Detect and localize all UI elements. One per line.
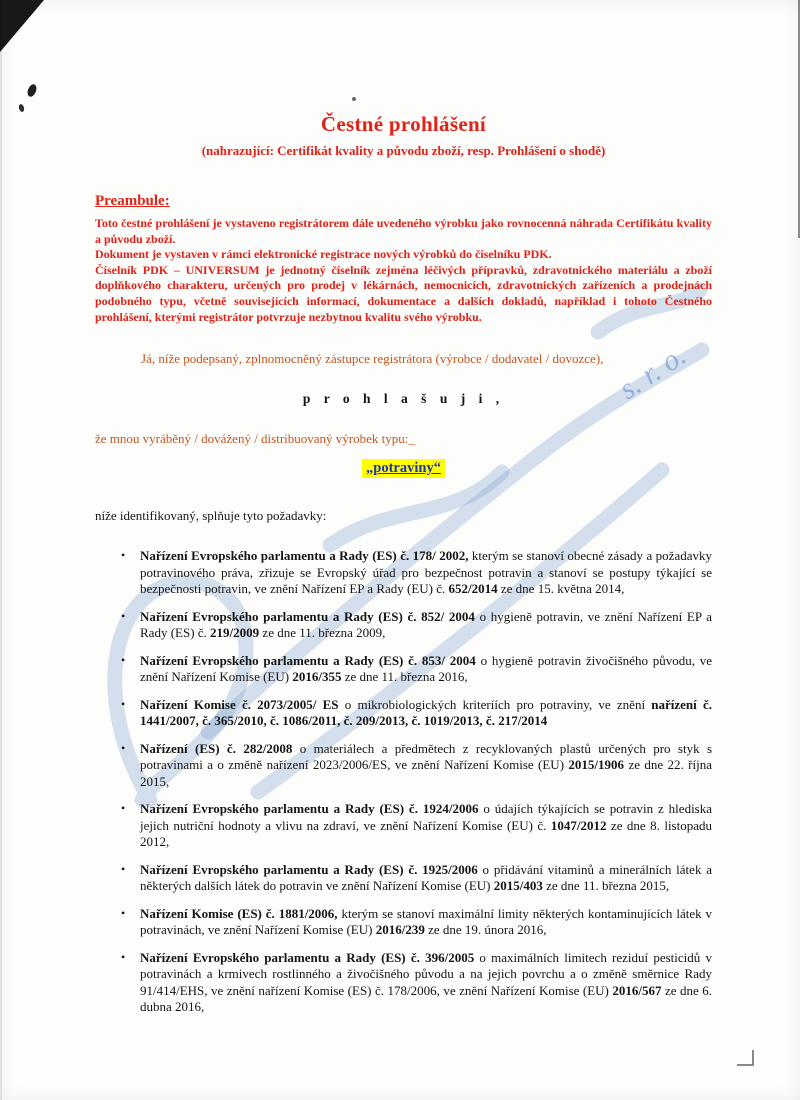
bullet-item: • Nařízení (ES) č. 282/2008 o materiálech a předmětech z recyklovaných plastů určených pro styk s potravinami a o změně nařízení 2023/2006/ES, ve znění Nařízení Komise (EU) 2015/1906 ze dne 22. října 2015, [140, 741, 712, 791]
bullet-item: • Nařízení Komise č. 2073/2005/ ES o mikrobiologických kriteríích pro potraviny, ve znění nařízení č. 1441/2007, č. 365/2010, č. 1086/2011, č. 209/2013, č. 1019/2013, č. 217/2014 [140, 697, 712, 730]
requirements-intro: níže identifikovaný, splňuje tyto požadavky: [95, 508, 327, 524]
bullet-item: • Nařízení Komise (ES) č. 1881/2006, kterým se stanoví maximální limity některých kontaminujících látek v potravinách, ve znění Nařízení Komise (EU) 2016/239 ze dne 19. února 2016, [140, 906, 712, 939]
bullet-item: • Nařízení Evropského parlamentu a Rady (ES) č. 396/2005 o maximálních limitech reziduí pesticidů v potravinách a krmivech rostlinného a živočišného původu a na jejich povrchu a o změně směrnice Rady 91/414/EHS, ve znění nařízení Komise (ES) č. 178/2006, ve znění Nařízení Komise (EU) 2016/567 ze dne 6. dubna 2016, [140, 950, 712, 1016]
watermark-text: s. r. o. [613, 338, 693, 406]
bullet-item: • Nařízení Evropského parlamentu a Rady (ES) č. 852/ 2004 o hygieně potravin, ve znění Nařízení EP a Rady (ES) č. 219/2009 ze dne 11. března 2009, [140, 609, 712, 642]
document-subtitle: (nahrazující: Certifikát kvality a původu zboží, resp. Prohlášení o shodě) [201, 143, 606, 158]
preambule-paragraph: Toto čestné prohlášení je vystaveno registrátorem dále uvedeného výrobku jako rovnocenná náhrada Certifikátu kvality a původu zboží. [95, 216, 712, 246]
bullet-list [95, 548, 712, 1016]
product-value-wrap [95, 459, 712, 478]
ink-speck [18, 104, 25, 113]
ink-speck [26, 83, 38, 98]
scan-artifact-corner-top-left [0, 0, 44, 52]
document-title: Čestné prohlášení [320, 112, 487, 136]
preambule-heading: Preambule: [95, 193, 170, 209]
product-type-line: že mnou vyráběný / dovážený / distribuovaný výrobek typu:_ [95, 431, 415, 447]
bullet-item: • Nařízení Evropského parlamentu a Rady (ES) č. 1925/2006 o přidávání vitaminů a minerálních látek a některých dalších látek do potravin ve znění Nařízení Komise (EU) 2015/403 ze dne 11. března 2015, [140, 862, 712, 895]
bullet-item: • Nařízení Evropského parlamentu a Rady (ES) č. 1924/2006 o údajích týkajících se potravin z hlediska jejich nutriční hodnoty a vlivu na zdraví, ve znění Nařízení Komise (EU) č. 1047/2012 ze dne 8. listopadu 2012, [140, 801, 712, 851]
bullet-item: • Nařízení Evropského parlamentu a Rady (ES) č. 178/ 2002, kterým se stanoví obecné zásady a požadavky potravinového práva, zřizuje se Evropský úřad pro bezpečnost potravin a stanoví se postupy týkající se bezpečnosti potravin, ve znění Nařízení EP a Rady (EU) č. 652/2014 ze dne 15. května 2014, [140, 548, 712, 598]
scan-artifact-corner-bottom-right [737, 1050, 754, 1066]
scan-edge-line-left [0, 0, 2, 1100]
preambule-paragraph: Číselník PDK – UNIVERSUM je jednotný číselník zejména léčivých přípravků, zdravotnického materiálu a zboží doplňkového charakteru, určených pro prodej v lékárnách, nemocnicích, zdravotnických zařízeních a prodejnách podobného typu, včetně souvisejících informací, dokumentace a dalších dokladů, například i tohoto Čestného prohlášení, kterými registrátor potvrzuje nezbytnou kvalitu svého výrobku. [95, 262, 712, 324]
bullet-item: • Nařízení Evropského parlamentu a Rady (ES) č. 853/ 2004 o hygieně potravin živočišného původu, ve znění Nařízení Komise (EU) 2016/355 ze dne 11. března 2016, [140, 653, 712, 686]
document-content [95, 112, 712, 1027]
preambule-paragraph: Dokument je vystaven v rámci elektronické registrace nových výrobků do číselníku PDK. [95, 247, 552, 262]
preambule-section [95, 216, 712, 325]
product-value-highlight: „potraviny“ [362, 459, 445, 478]
declaration-intro: Já, níže podepsaný, zplnomocněný zástupce registrátora (výrobce / dodavatel / dovozce), [141, 351, 604, 367]
ink-speck [352, 97, 356, 101]
declaration-verb-line: p r o h l a š u j i , [302, 391, 505, 407]
